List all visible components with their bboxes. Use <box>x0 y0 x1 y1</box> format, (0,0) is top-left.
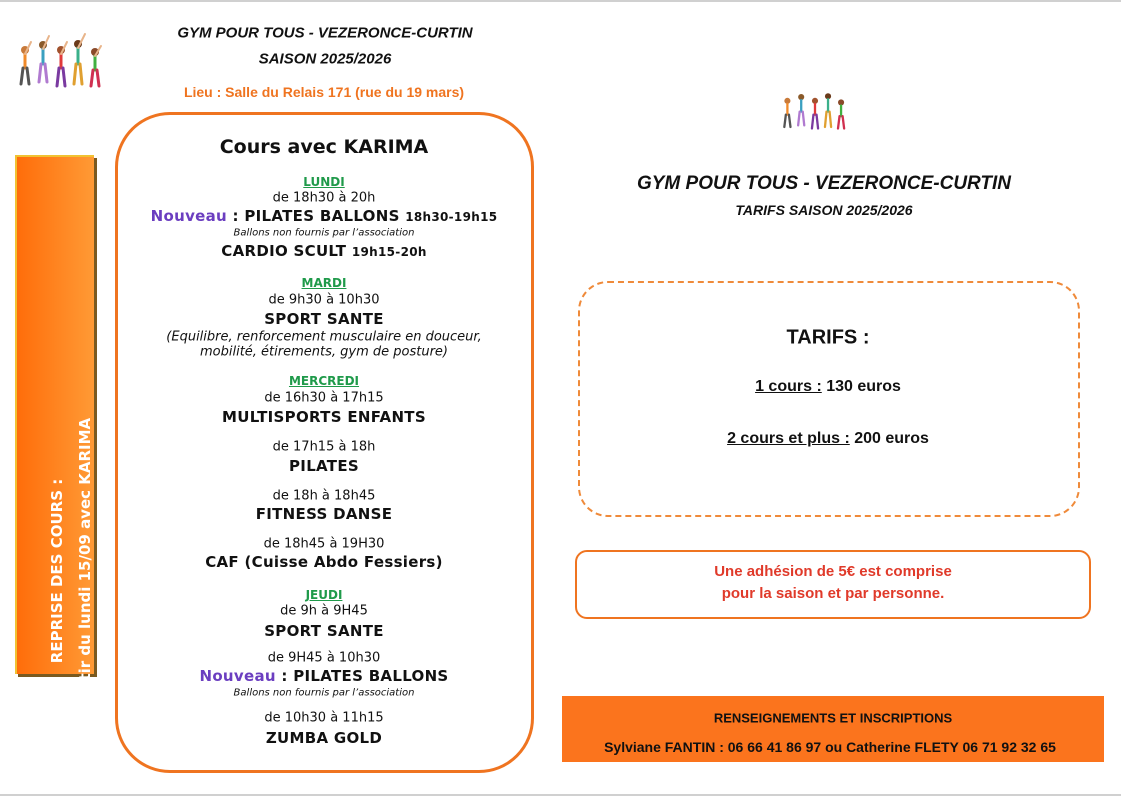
time: de 16h30 à 17h15 <box>264 390 384 406</box>
banner-date: à partir du lundi 15/09 avec KARIMA <box>76 417 94 725</box>
day-mercredi: MERCREDI <box>288 374 360 388</box>
class-pilates: PILATES <box>289 457 359 475</box>
top-border <box>0 0 1121 2</box>
adhesion-line: Une adhésion de 5€ est comprise <box>714 563 952 580</box>
location: Lieu : Salle du Relais 171 (rue du 19 mars) <box>183 84 465 100</box>
tarifs-box <box>578 281 1080 517</box>
note: Ballons non fournis par l’association <box>233 687 415 699</box>
time: de 9h à 9H45 <box>280 603 368 619</box>
banner-heading: REPRISE DES COURS : <box>48 478 66 664</box>
time: de 17h15 à 18h <box>272 439 376 455</box>
class-pilates-ballons: Nouveau : PILATES BALLONS 18h30-19h15 <box>150 207 498 225</box>
time: de 18h45 à 19H30 <box>263 536 385 552</box>
class-sport-sante: SPORT SANTE <box>264 310 384 328</box>
day-lundi: LUNDI <box>303 175 345 189</box>
nouveau-label: Nouveau <box>199 667 276 685</box>
right-title: GYM POUR TOUS - VEZERONCE-CURTIN <box>636 173 1012 194</box>
class-cardio: CARDIO SCULT 19h15-20h <box>221 242 427 260</box>
tarif-2-cours: 2 cours et plus : 200 euros <box>727 430 929 447</box>
tarifs-heading: TARIFS : <box>786 326 870 349</box>
time: de 18h30 à 20h <box>272 190 376 206</box>
time: de 10h30 à 11h15 <box>264 710 384 726</box>
nouveau-label: Nouveau <box>150 207 228 225</box>
day-jeudi: JEUDI <box>305 588 343 602</box>
left-season: SAISON 2025/2026 <box>258 50 392 68</box>
reprise-banner <box>15 155 94 725</box>
time: de 9h30 à 10h30 <box>268 292 380 308</box>
class-sport-sante: SPORT SANTE <box>264 622 384 640</box>
description: mobilité, étirements, gym de posture) <box>199 344 449 360</box>
gym-figures-logo-icon <box>774 84 856 130</box>
class-multisports: MULTISPORTS ENFANTS <box>222 408 426 426</box>
tarifs-season: TARIFS SAISON 2025/2026 <box>735 202 913 218</box>
description: (Equilibre, renforcement musculaire en douceur, <box>166 329 482 345</box>
tarif-1-cours: 1 cours : 130 euros <box>755 378 901 395</box>
left-title: GYM POUR TOUS - VEZERONCE-CURTIN <box>177 24 473 42</box>
schedule-title: Cours avec KARIMA <box>219 136 429 158</box>
day-mardi: MARDI <box>301 276 347 290</box>
time: de 18h à 18h45 <box>272 488 376 504</box>
contact-heading: RENSEIGNEMENTS ET INSCRIPTIONS <box>713 710 953 726</box>
gym-figures-logo-icon <box>15 28 107 88</box>
class-caf: CAF (Cuisse Abdo Fessiers) <box>205 553 443 571</box>
adhesion-line: pour la saison et par personne. <box>721 585 945 602</box>
note: Ballons non fournis par l’association <box>233 227 415 239</box>
class-pilates-ballons: Nouveau : PILATES BALLONS <box>199 667 449 685</box>
class-zumba: ZUMBA GOLD <box>265 729 383 747</box>
time: de 9H45 à 10h30 <box>267 650 381 666</box>
contact-phones: Sylviane FANTIN : 06 66 41 86 97 ou Catherine FLETY 06 71 92 32 65 <box>604 739 1056 755</box>
class-fitness: FITNESS DANSE <box>255 505 393 523</box>
